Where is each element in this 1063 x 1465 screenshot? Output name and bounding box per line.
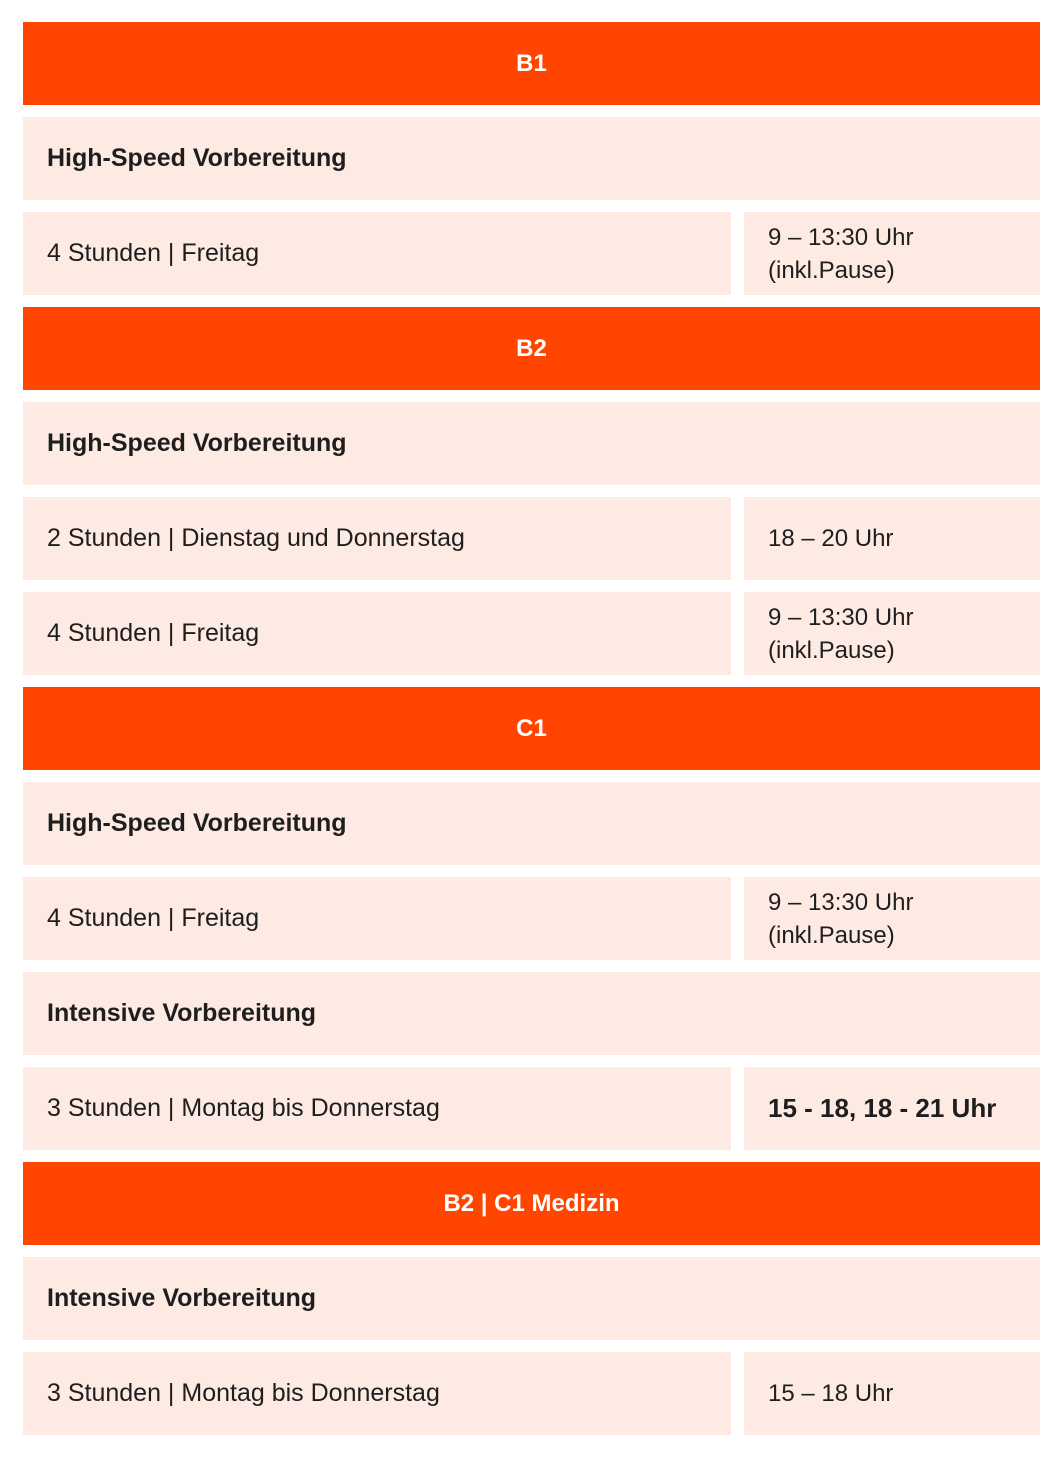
program-row <box>23 402 1040 485</box>
session-duration: 4 Stunden | Freitag <box>23 212 731 295</box>
program-title: High-Speed Vorbereitung <box>23 782 1040 865</box>
program-row <box>23 1257 1040 1340</box>
section-header-row <box>23 307 1040 390</box>
session-row <box>23 212 1040 295</box>
level-header-b1: B1 <box>23 22 1040 105</box>
session-time: 18 – 20 Uhr <box>744 497 1040 580</box>
session-row <box>23 1067 1040 1150</box>
level-header-medizin: B2 | C1 Medizin <box>23 1162 1040 1245</box>
session-row <box>23 592 1040 675</box>
session-duration: 2 Stunden | Dienstag und Donnerstag <box>23 497 731 580</box>
session-time: 15 - 18, 18 - 21 Uhr <box>744 1067 1040 1150</box>
session-row <box>23 1352 1040 1435</box>
level-header-c1: C1 <box>23 687 1040 770</box>
section-header-row <box>23 1162 1040 1245</box>
session-duration: 4 Stunden | Freitag <box>23 877 731 960</box>
session-row <box>23 497 1040 580</box>
section-header-row <box>23 687 1040 770</box>
session-time: 9 – 13:30 Uhr (inkl.Pause) <box>744 212 1040 295</box>
program-row <box>23 782 1040 865</box>
program-row <box>23 117 1040 200</box>
session-duration: 3 Stunden | Montag bis Donnerstag <box>23 1067 731 1150</box>
program-title: High-Speed Vorbereitung <box>23 117 1040 200</box>
session-time: 9 – 13:30 Uhr (inkl.Pause) <box>744 877 1040 960</box>
program-title: Intensive Vorbereitung <box>23 972 1040 1055</box>
program-row <box>23 972 1040 1055</box>
session-time: 9 – 13:30 Uhr (inkl.Pause) <box>744 592 1040 675</box>
course-schedule-table <box>23 22 1040 1435</box>
session-duration: 4 Stunden | Freitag <box>23 592 731 675</box>
program-title: High-Speed Vorbereitung <box>23 402 1040 485</box>
level-header-b2: B2 <box>23 307 1040 390</box>
program-title: Intensive Vorbereitung <box>23 1257 1040 1340</box>
session-duration: 3 Stunden | Montag bis Donnerstag <box>23 1352 731 1435</box>
session-time: 15 – 18 Uhr <box>744 1352 1040 1435</box>
section-header-row <box>23 22 1040 105</box>
session-row <box>23 877 1040 960</box>
